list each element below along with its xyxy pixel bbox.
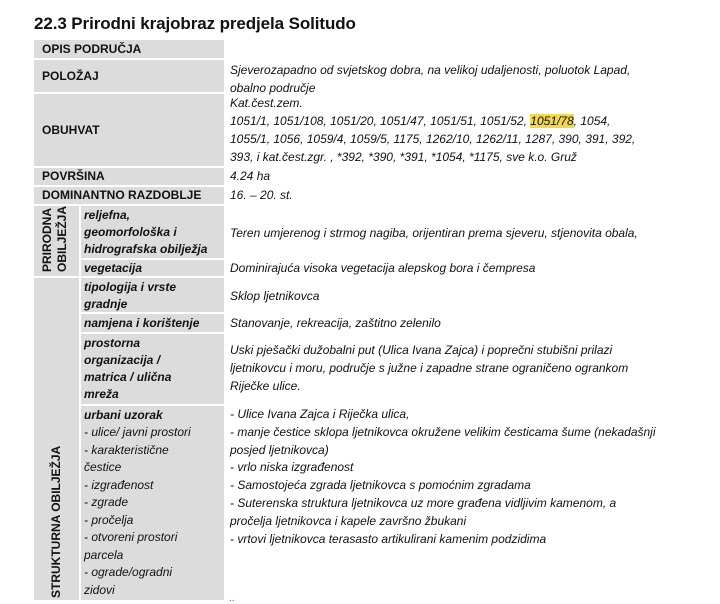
value-line: pročelja ljetnikovca i kapele završno žbukani (230, 513, 467, 528)
value-povrsina: 4.24 ha (230, 169, 271, 183)
label-povrsina: POVRŠINA (42, 169, 105, 183)
value-vegetacija: Dominirajuća visoka vegetacija alepskog bora i čempresa (230, 261, 536, 275)
value-obuhvat-line: Kat.čest.zem. (230, 96, 303, 110)
sub-label-line: hidrografska obilježja (84, 242, 208, 256)
value-line: Riječke ulice. (230, 379, 301, 393)
value-line: - Suterenska struktura ljetnikovca uz more građena vidljivim kamenom, a (230, 495, 617, 510)
value-reljefna: Teren umjerenog i strmog nagiba, orijentiran prema sjeveru, stjenovita obala, (230, 226, 638, 240)
sub-label-tipologija (84, 279, 176, 313)
sub-label-line: organizacija / (84, 353, 161, 367)
sub-list-item: - otvoreni prostori (84, 530, 178, 544)
value-obuhvat-line: 393, i kat.čest.zgr. , *392, *390, *391, *1054, *1175, sve k.o. Gruž (230, 150, 577, 164)
group-label-prirodna-2 (56, 206, 69, 272)
sub-label-prostorna (84, 335, 171, 403)
value-line: - vrlo niska izgrađenost (230, 460, 354, 475)
page-title: 22.3 Prirodni krajobraz predjela Solitudo (34, 14, 356, 33)
sub-label-line: reljefna, (84, 208, 131, 222)
sub-label-line: geomorfološka i (84, 225, 177, 239)
sub-list-item: - zgrade (84, 495, 129, 509)
sub-list-item: - karakteristične (84, 442, 169, 457)
sub-list-item: čestice (84, 460, 122, 474)
value-polozaj-line: Sjeverozapadno od svjetskog dobra, na velikoj udaljenosti, poluotok Lapad, (230, 63, 631, 77)
value-obuhvat (230, 94, 635, 166)
value-obuhvat-line (230, 112, 635, 130)
value-polozaj (230, 61, 630, 97)
group-label-line: OBILJEŽJA (55, 205, 69, 272)
group-label-strukturna: STRUKTURNA OBILJEŽJA (49, 445, 63, 598)
parcel-list: 1051/1, 1051/108, 1051/20, 1051/47, 1051/51, 1051/52, (230, 114, 531, 128)
section-label: OPIS PODRUČJA (34, 40, 224, 58)
sub-list-item: - izgrađenost (84, 477, 154, 492)
sub-list-item: - ulice/ javni prostori (84, 425, 191, 439)
value-line: - manje čestice sklopa ljetnikovca okružene velikim česticama šume (nekadašnji (230, 424, 656, 439)
value-obuhvat-line: 1055/1, 1056, 1059/4, 1059/5, 1175, 1262/10, 1262/11, 1287, 390, 391, 392, (230, 132, 636, 146)
value-line: - Samostojeća zgrada ljetnikovca s pomoćnim zgradama (230, 478, 531, 493)
value-line: posjed ljetnikovca) (230, 442, 329, 457)
label-obuhvat: OBUHVAT (42, 123, 100, 137)
value-namjena: Stanovanje, rekreacija, zaštitno zelenilo (230, 316, 441, 330)
group-label-prirodna (41, 208, 54, 272)
sub-label-line: mreža (84, 387, 119, 401)
group-label-line: PRIRODNA (40, 207, 54, 272)
value-urbani (230, 406, 656, 548)
value-line: - Ulice Ivana Zajca i Riječka ulica, (230, 407, 410, 421)
value-line: - vrtovi ljetnikovca terasasto artikulirani kamenim podzidima (230, 531, 547, 546)
sub-label-line: tipologija i vrste (84, 280, 177, 294)
sub-list-item: zidovi (84, 582, 115, 597)
sub-list-item: - ograde/ogradni (84, 565, 173, 579)
sub-label-line: gradnje (84, 297, 128, 311)
page-continuation-mark: .. (229, 593, 235, 604)
sub-list-item: parcela (84, 547, 124, 562)
value-line: Uski pješački dužobalni put (Ulica Ivana Zajca) i poprečni stubišni prilazi (230, 343, 613, 357)
label-polozaj: POLOŽAJ (42, 69, 99, 83)
sub-label-vegetacija: vegetacija (84, 261, 143, 275)
sub-list-urbani (84, 424, 191, 599)
highlighted-parcel: 1051/78 (530, 114, 574, 128)
sub-label-line: matrica / ulična (84, 370, 172, 384)
value-prostorna (230, 341, 628, 395)
sub-label-line: prostorna (84, 336, 141, 350)
label-razdoblje: DOMINANTNO RAZDOBLJE (42, 188, 202, 202)
value-tipologija: Sklop ljetnikovca (230, 289, 320, 303)
value-line: ljetnikovcu i moru, područje s južne i zapadne strane ograničeno ogrankom (230, 361, 629, 375)
value-polozaj-line: obalno područje (230, 81, 316, 95)
sub-label-namjena: namjena i korištenje (84, 316, 200, 330)
sub-label-urbani: urbani uzorak (84, 408, 163, 422)
sub-label-reljefna (84, 207, 207, 258)
value-razdoblje: 16. – 20. st. (230, 188, 293, 202)
sub-list-item: - pročelja (84, 512, 134, 527)
parcel-list-tail: , 1054, (573, 114, 611, 128)
